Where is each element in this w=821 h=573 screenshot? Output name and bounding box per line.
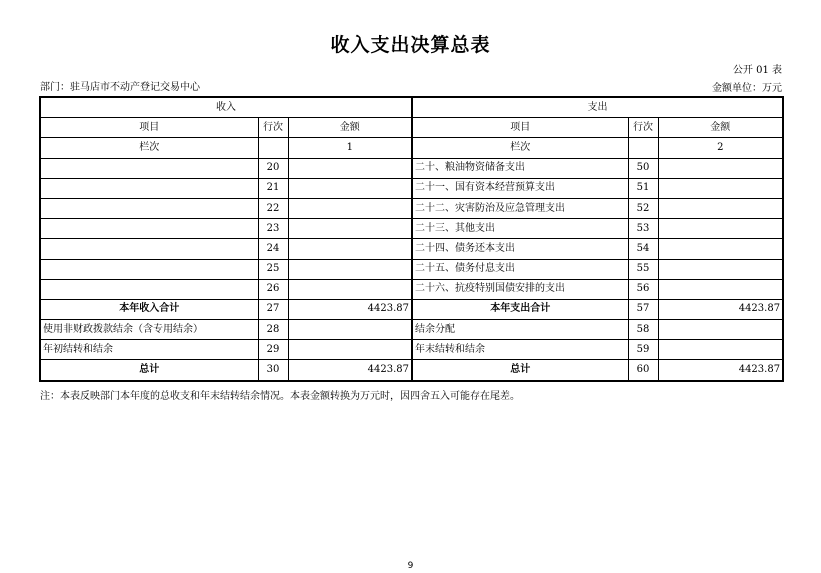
income-item bbox=[40, 219, 258, 239]
table-row bbox=[40, 320, 783, 340]
income-column-label: 栏次 bbox=[40, 138, 258, 158]
income-item: 本年收入合计 bbox=[40, 299, 258, 319]
expense-row-no: 52 bbox=[628, 198, 658, 218]
expense-item: 二十一、国有资本经营预算支出 bbox=[412, 178, 628, 198]
income-amount-header: 金额 bbox=[288, 118, 412, 138]
expense-item: 二十、粮油物资储备支出 bbox=[412, 158, 628, 178]
income-amount bbox=[288, 340, 412, 360]
income-amount bbox=[288, 239, 412, 259]
expense-amount bbox=[658, 279, 783, 299]
income-item: 总计 bbox=[40, 360, 258, 381]
expense-row-no: 50 bbox=[628, 158, 658, 178]
income-amount bbox=[288, 198, 412, 218]
expense-column-label: 栏次 bbox=[412, 138, 628, 158]
expense-item: 二十四、债务还本支出 bbox=[412, 239, 628, 259]
income-amount bbox=[288, 320, 412, 340]
column-header-row bbox=[40, 118, 783, 138]
table-row bbox=[40, 259, 783, 279]
expense-row-no: 58 bbox=[628, 320, 658, 340]
income-row-no: 21 bbox=[258, 178, 288, 198]
income-item: 年初结转和结余 bbox=[40, 340, 258, 360]
income-item bbox=[40, 279, 258, 299]
footnote: 注：本表反映部门本年度的总收支和年末结转结余情况。本表金额转换为万元时，因四舍五入可能存在尾差。 bbox=[40, 391, 520, 402]
expense-column-blank bbox=[628, 138, 658, 158]
income-amount bbox=[288, 259, 412, 279]
expense-amount bbox=[658, 259, 783, 279]
table-row bbox=[40, 219, 783, 239]
income-amount: 4423.87 bbox=[288, 299, 412, 319]
expense-amount bbox=[658, 340, 783, 360]
expense-row-no: 60 bbox=[628, 360, 658, 381]
expense-amount: 4423.87 bbox=[658, 299, 783, 319]
expense-column-number: 2 bbox=[658, 138, 783, 158]
income-row-no: 30 bbox=[258, 360, 288, 381]
income-item bbox=[40, 178, 258, 198]
income-row-no-header: 行次 bbox=[258, 118, 288, 138]
income-row-no: 27 bbox=[258, 299, 288, 319]
expense-amount bbox=[658, 178, 783, 198]
income-item bbox=[40, 259, 258, 279]
expense-item: 总计 bbox=[412, 360, 628, 381]
expense-row-no-header: 行次 bbox=[628, 118, 658, 138]
income-section-header: 收入 bbox=[40, 97, 412, 118]
income-amount: 4423.87 bbox=[288, 360, 412, 381]
income-expense-table bbox=[39, 96, 784, 382]
table-row bbox=[40, 340, 783, 360]
expense-row-no: 53 bbox=[628, 219, 658, 239]
expense-item: 结余分配 bbox=[412, 320, 628, 340]
income-item bbox=[40, 158, 258, 178]
income-column-number: 1 bbox=[288, 138, 412, 158]
income-row-no: 26 bbox=[258, 279, 288, 299]
table-row bbox=[40, 198, 783, 218]
income-item bbox=[40, 239, 258, 259]
expense-item: 本年支出合计 bbox=[412, 299, 628, 319]
table-row bbox=[40, 239, 783, 259]
income-item-header: 项目 bbox=[40, 118, 258, 138]
amount-unit-label: 金额单位：万元 bbox=[712, 83, 782, 94]
expense-row-no: 59 bbox=[628, 340, 658, 360]
expense-amount bbox=[658, 198, 783, 218]
income-row-no: 20 bbox=[258, 158, 288, 178]
section-header-row bbox=[40, 97, 783, 118]
expense-item-header: 项目 bbox=[412, 118, 628, 138]
table-row bbox=[40, 158, 783, 178]
expense-amount-header: 金额 bbox=[658, 118, 783, 138]
income-row-no: 29 bbox=[258, 340, 288, 360]
column-index-row bbox=[40, 138, 783, 158]
income-amount bbox=[288, 279, 412, 299]
expense-amount bbox=[658, 320, 783, 340]
expense-row-no: 56 bbox=[628, 279, 658, 299]
income-row-no: 22 bbox=[258, 198, 288, 218]
table-row bbox=[40, 279, 783, 299]
expense-item: 二十三、其他支出 bbox=[412, 219, 628, 239]
expense-amount: 4423.87 bbox=[658, 360, 783, 381]
expense-row-no: 54 bbox=[628, 239, 658, 259]
income-row-no: 23 bbox=[258, 219, 288, 239]
department-label: 部门：驻马店市不动产登记交易中心 bbox=[40, 82, 200, 93]
income-row-no: 28 bbox=[258, 320, 288, 340]
income-item: 使用非财政拨款结余（含专用结余） bbox=[40, 320, 258, 340]
expense-row-no: 57 bbox=[628, 299, 658, 319]
grand-total-row bbox=[40, 360, 783, 381]
page-number: 9 bbox=[407, 561, 414, 571]
expense-row-no: 51 bbox=[628, 178, 658, 198]
expense-item: 二十五、债务付息支出 bbox=[412, 259, 628, 279]
expense-amount bbox=[658, 219, 783, 239]
expense-row-no: 55 bbox=[628, 259, 658, 279]
form-number: 公开 01 表 bbox=[732, 65, 782, 76]
expense-amount bbox=[658, 239, 783, 259]
expense-item: 年末结转和结余 bbox=[412, 340, 628, 360]
income-amount bbox=[288, 158, 412, 178]
expense-section-header: 支出 bbox=[412, 97, 783, 118]
expense-item: 二十二、灾害防治及应急管理支出 bbox=[412, 198, 628, 218]
income-row-no: 25 bbox=[258, 259, 288, 279]
annual-total-row bbox=[40, 299, 783, 319]
income-item bbox=[40, 198, 258, 218]
page-title: 收入支出决算总表 bbox=[330, 34, 491, 56]
income-row-no: 24 bbox=[258, 239, 288, 259]
table-row bbox=[40, 178, 783, 198]
expense-amount bbox=[658, 158, 783, 178]
income-amount bbox=[288, 178, 412, 198]
income-amount bbox=[288, 219, 412, 239]
income-column-blank bbox=[258, 138, 288, 158]
expense-item: 二十六、抗疫特别国债安排的支出 bbox=[412, 279, 628, 299]
